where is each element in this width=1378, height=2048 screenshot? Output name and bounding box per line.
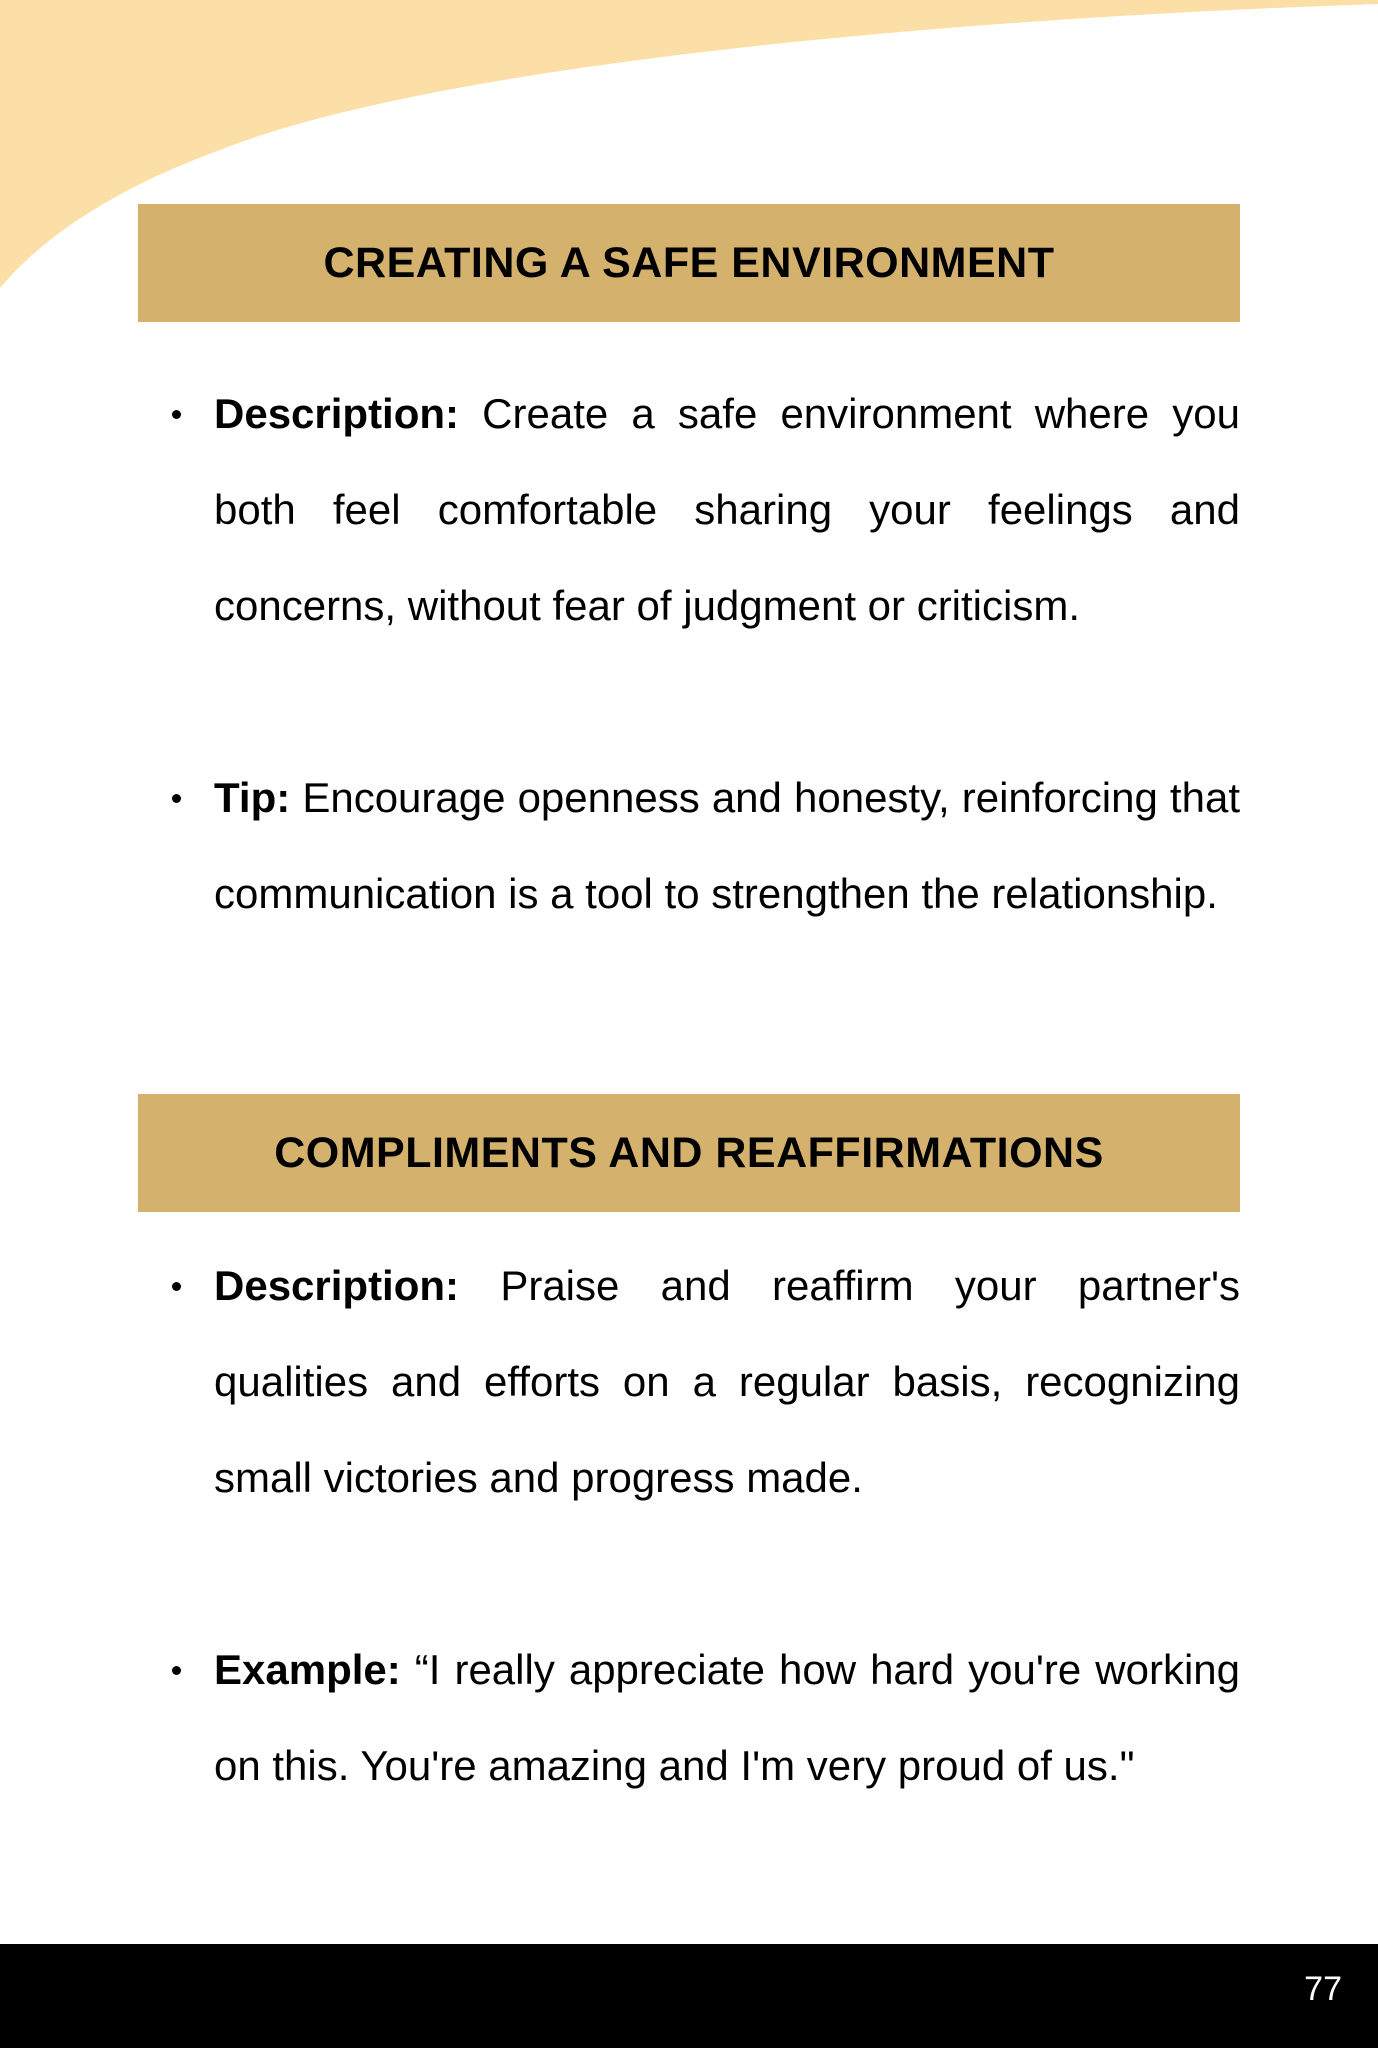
list-item-safe-environment-description (214, 366, 1240, 654)
item-label: Description: (214, 390, 460, 437)
item-text: “I really appreciate how hard you're working on this. You're amazing and I'm very proud of us." (214, 1646, 1240, 1789)
item-label: Example: (214, 1646, 401, 1693)
item-label: Tip: (214, 774, 291, 821)
list-item-compliments-example (214, 1622, 1240, 1814)
section-heading-safe-environment: CREATING A SAFE ENVIRONMENT (323, 238, 1055, 287)
section-heading-band-safe-environment (138, 204, 1240, 322)
bullet-icon (172, 410, 181, 419)
bullet-icon (172, 1666, 181, 1675)
section-heading-band-compliments (138, 1094, 1240, 1212)
footer-bar (0, 1944, 1378, 2048)
item-text: Create a safe environment where you both feel comfortable sharing your feelings and concerns, without fear of judgment or criticism. (214, 390, 1240, 629)
item-text: Encourage openness and honesty, reinforcing that communication is a tool to strengthen the relationship. (214, 774, 1240, 917)
page-number: 77 (1304, 1970, 1342, 2008)
item-label: Description: (214, 1262, 460, 1309)
bullet-icon (172, 1282, 181, 1291)
list-item-safe-environment-tip (214, 750, 1240, 942)
list-item-compliments-description (214, 1238, 1240, 1526)
section-heading-compliments: COMPLIMENTS AND REAFFIRMATIONS (274, 1128, 1104, 1177)
bullet-icon (172, 794, 181, 803)
item-text: Praise and reaffirm your partner's qualities and efforts on a regular basis, recognizing small victories and progress made. (214, 1262, 1240, 1501)
